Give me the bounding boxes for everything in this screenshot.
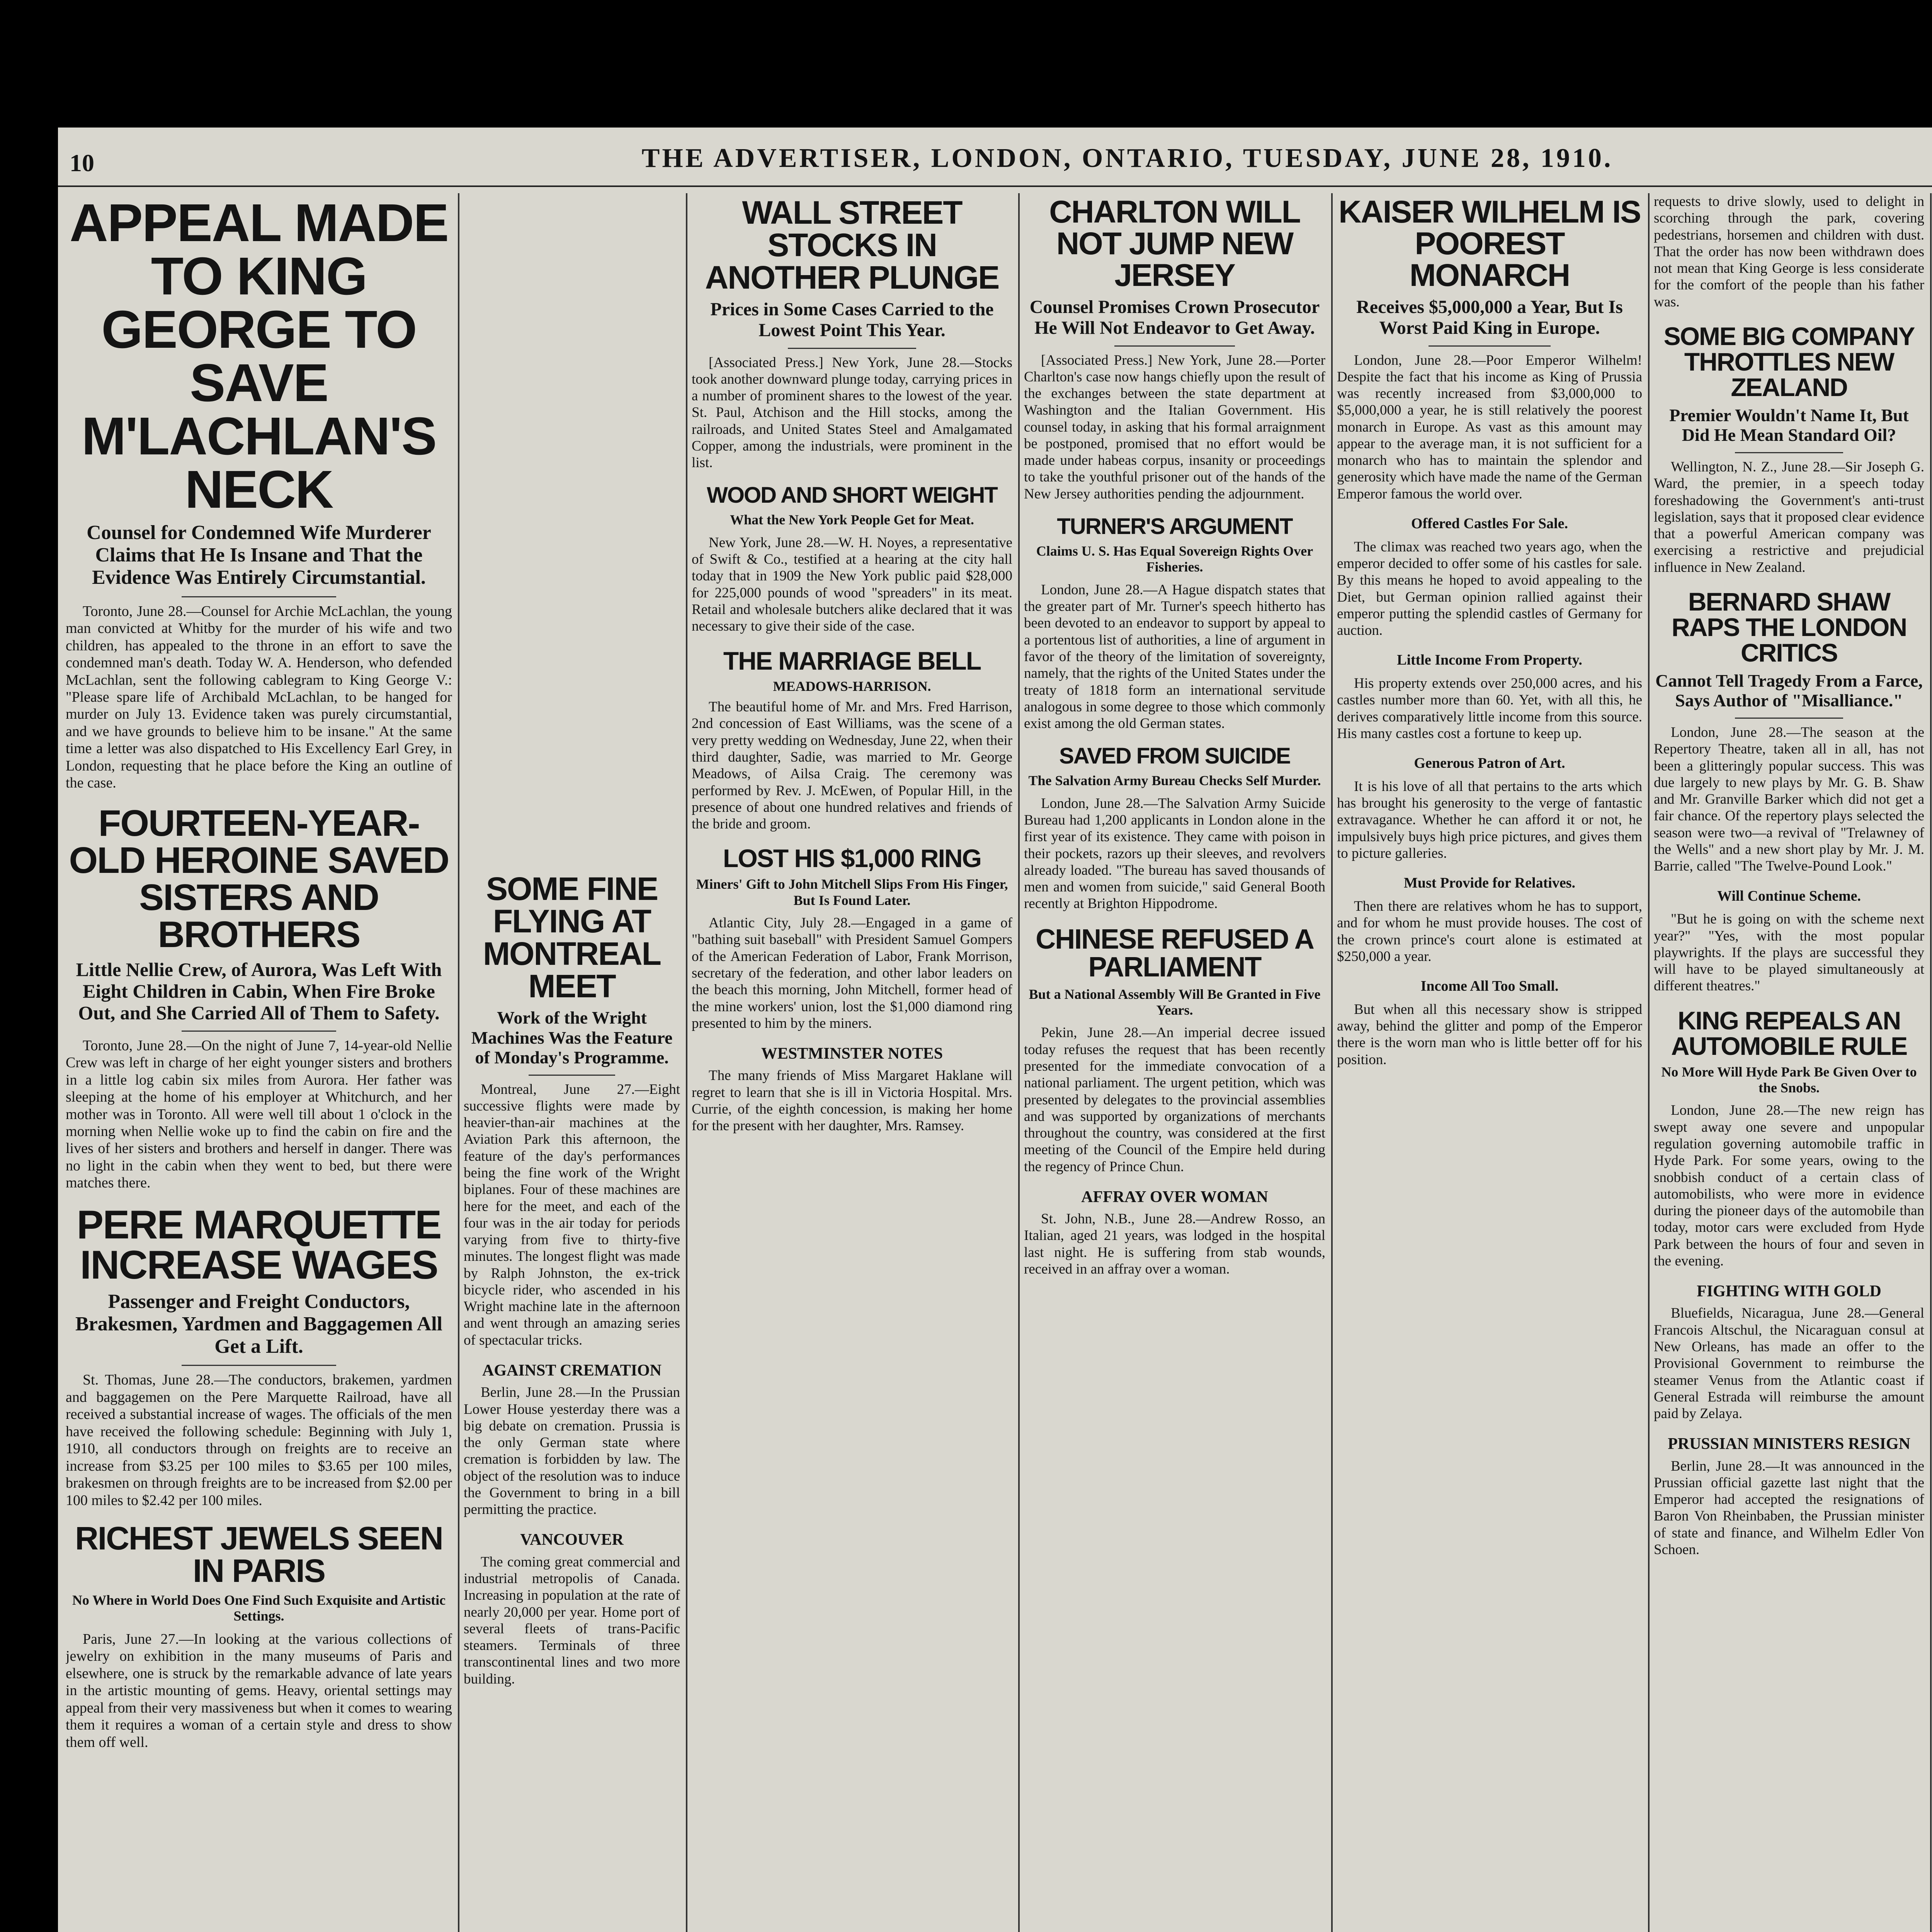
subhead: Income All Too Small. [1420,978,1559,995]
column-5 [1337,193,1642,1932]
subhead: Must Provide for Relatives. [1404,875,1575,891]
column-6 [1654,193,1924,1932]
story-body: St. Thomas, June 28.—The conductors, brakemen, yardmen and baggagemen on the Pere Marquette Railroad, have all received a substantial increase of wages. The officials of the men have received the following schedule: Beginning with July 1, 1910, all conductors through on freights are to receive an increase from $3.25 per 100 miles to $3.65 per 100 miles, brakesmen on through freights are to be increased from $2.00 per 100 miles to $2.42 per 100 miles. [66,1372,452,1509]
story-body: Toronto, June 28.—On the night of June 7, 14-year-old Nellie Crew was left in charge of her eight younger sisters and brothers in a little log cabin six miles from Aurora. Her father was sleeping at the home of his employer at Whitchurch, and her mother was in Toronto. All were well till about 1 o'clock in the morning when Nellie woke up to find the cabin on fire and the lives of her sisters and brothers and herself in danger. There was no light in the cabin when they went to bed, but there were matches there. [66,1037,452,1191]
divider [1735,452,1843,453]
story-body: His property extends over 250,000 acres, and his castles number more than 60. Yet, with all this, he derives comparatively little income from this source. His many castles cost a fortune to keep up. [1337,675,1642,742]
story-body: Berlin, June 28.—It was announced in the Prussian official gazette last night that the Emperor had accepted the resignations of Baron Von Rheinbaben, the Prussian minister of state and finance, and Wilhelm Edler Von Schoen. [1654,1458,1924,1558]
story-new-zealand [1654,323,1924,576]
deck: But a National Assembly Will Be Granted in Five Years. [1029,986,1321,1018]
divider [788,348,916,349]
column-rule [686,193,687,1932]
column-rule [1331,193,1333,1932]
deck: Passenger and Freight Conductors, Brakesmen, Yardmen and Baggagemen All Get a Lift. [75,1290,442,1358]
headline: WESTMINSTER NOTES [761,1045,943,1063]
column-4 [1024,193,1325,1932]
story-marriage [692,648,1012,833]
headline: APPEAL MADE TO KING GEORGE TO SAVE M'LACHLAN'S NECK [70,193,448,519]
story-continued [1654,193,1924,310]
page-number: 10 [70,149,94,177]
story-body: London, June 28.—The Salvation Army Suicide Bureau had 1,200 applicants in London alone in the first year of its existence. They came with poison in their pockets, razors up their sleeves, and revolvers already loaded. "The bureau has saved thousands of men and women from suicide," said General Booth recently at Brighton Hippodrome. [1024,795,1325,912]
story-body: New York, June 28.—W. H. Noyes, a representative of Swift & Co., testified at a hearing at the city hall today that in 1909 the New York public paid $28,000 for 225,000 pounds of wood "spreaders" in its meat. Retail and wholesale butchers alike declared that it was necessary to give their side of the case. [692,534,1012,634]
divider [182,1365,336,1366]
section-small-income [1337,978,1642,1068]
headline: CHINESE REFUSED A PARLIAMENT [1036,923,1314,983]
story-ring [692,845,1012,1032]
story-mclachlan [66,193,452,792]
deck: Miners' Gift to John Mitchell Slips From His Finger, But Is Found Later. [696,876,1008,908]
story-body: The many friends of Miss Margaret Haklane will regret to learn that she is ill in Victoria Hospital. Mrs. Currie, of the eighth concession, is making her home for the present with her daughter, Mrs. Ramsey. [692,1068,1012,1134]
headline: PRUSSIAN MINISTERS RESIGN [1668,1435,1910,1453]
deck: Prices in Some Cases Carried to the Lowest Point This Year. [710,299,994,340]
story-body: Montreal, June 27.—Eight successive flights were made by heavier-than-air machines at the Aviation Park this afternoon, the feature of the day's performances being the fine work of the Wright biplanes. Four of these machines are here for the meet, and each of the four was in the air today for periods varying from five to thirty-five minutes. The longest flight was made by Ralph Johnston, the ex-trick bicycle rider, who ascended in his Wright machine late in the afternoon and went through an amazing series of spectacular tricks. [464,1081,680,1348]
headline: SOME FINE FLYING AT MONTREAL MEET [483,871,661,1004]
deck: Work of the Wright Machines Was the Feature of Monday's Programme. [471,1008,673,1068]
column-3 [692,193,1012,1932]
story-body: London, June 28.—The new reign has swept away one severe and unpopular regulation governing automobile traffic in Hyde Park. For some years, owing to the snobbish conduct of a certain class of automobilists, who were more in evidence during the pioneer days of the automobile than today, motor cars were excluded from Hyde Park between the hours of four and seven in the evening. [1654,1102,1924,1269]
story-body: London, June 28.—The season at the Repertory Theatre, taken all in all, has not been a glitteringly popular success. This was due largely to new plays by Mr. G. B. Shaw and Mr. Granville Barker which did not get a fair chance. Of the repertory plays selected the season were two—a revival of "Trelawney of the Wells" and a new short play by Mr. J. M. Barrie, called "The Twelve-Pound Look." [1654,724,1924,874]
headline: AGAINST CREMATION [482,1362,662,1380]
deck: What the New York People Get for Meat. [730,512,974,528]
deck: No More Will Hyde Park Be Given Over to the Snobs. [1661,1064,1917,1096]
section-scheme [1654,888,1924,995]
story-body: Berlin, June 28.—In the Prussian Lower House yesterday there was a big debate on cremation. Prussia is the only German state where cremation is forbidden by law. The object of the resolution was to induce the Government to bring in a bill permitting the practice. [464,1384,680,1518]
column-rule [458,193,459,1932]
deck: Little Nellie Crew, of Aurora, Was Left With Eight Children in Cabin, When Fire Broke Out, and She Carried All of Them to Safety. [76,958,442,1024]
story-body: Toronto, June 28.—Counsel for Archie McLachlan, the young man convicted at Whitby for the murder of his wife and two children, has appealed to the throne in an effort to save the condemned man's death. Today W. A. Henderson, who defended McLachlan, sent the following cablegram to King George V.: "Please spare life of Archibald McLachlan, to be hanged for murder on July 13. Evidence taken was purely circumstantial, and we have grounds to believe him to be insane." At the same time a letter was also dispatched to His Excellency Earl Grey, in London, requesting that he place before the King an outline of the case. [66,603,452,791]
story-body: The coming great commercial and industrial metropolis of Canada. Increasing in population at the rate of nearly 20,000 per year. Home port of several fleets of trans-Pacific steamers. Terminals of three transcontinental lines and two more building. [464,1554,680,1687]
deck: Claims U. S. Has Equal Sovereign Rights Over Fisheries. [1036,543,1313,575]
section-income [1337,652,1642,742]
headline: LOST HIS $1,000 RING [723,844,981,873]
headline: CHARLTON WILL NOT JUMP NEW JERSEY [1049,194,1300,293]
story-gold [1654,1282,1924,1422]
story-body: London, June 28.—Poor Emperor Wilhelm! Despite the fact that his income as King of Prussia was recently increased from $3,000,000 to $5,000,000 a year, he is still relatively the poorest monarch in Europe. As vast as this amount may appear to the average man, it is not sufficient for a monarch who has to maintain the splendor and generosity which have made the name of the German Emperor famous the world over. [1337,352,1642,502]
deck: Counsel for Condemned Wife Murderer Claims that He Is Insane and That the Evidence Was Entirely Circumstantial. [87,522,431,589]
column-1 [66,193,452,1932]
story-body: "But he is going on with the scheme next year?" "Yes, with the most popular playwrights. If the plays are successful they will have to be played simultaneously at different theatres." [1654,911,1924,994]
story-body: But when all this necessary show is stripped away, behind the glitter and pomp of the Emperor there is the worn man who is little better off for his position. [1337,1001,1642,1068]
headline: WOOD AND SHORT WEIGHT [707,483,997,508]
headline: TURNER'S ARGUMENT [1057,514,1293,539]
headline: KING REPEALS AN AUTOMOBILE RULE [1671,1006,1907,1060]
section-art [1337,755,1642,862]
story-heroine [66,802,452,1192]
story-wood [692,484,1012,634]
section-castles [1337,515,1642,639]
story-pere-marquette [66,1202,452,1509]
story-ministers [1654,1435,1924,1558]
story-body: Wellington, N. Z., June 28.—Sir Joseph G. Ward, the premier, in a speech today foreshadowing the Government's anti-trust legislation, says that it proposed clear evidence that a powerful American company was exercising a restrictive and prejudicial influence in New Zealand. [1654,459,1924,575]
subhead: MEADOWS-HARRISON. [773,678,931,694]
story-shaw [1654,589,1924,875]
story-body: [Associated Press.] New York, June 28.—Stocks took another downward plunge today, carrying prices in a number of prominent shares to the lowest of the year. St. Paul, Atchison and the Hill stocks, among the railroads, and United States Steel and Amalgamated Copper, among the industrials, were prominent in the list. [692,354,1012,471]
story-affray [1024,1188,1325,1277]
newspaper-page [58,128,1932,1932]
column-2 [464,869,680,1932]
column-rule [1930,193,1932,1932]
story-kaiser [1337,196,1642,502]
column-rule [1018,193,1020,1932]
headline: FOURTEEN-YEAR-OLD HEROINE SAVED SISTERS AND BROTHERS [69,802,449,955]
story-body: St. John, N.B., June 28.—Andrew Rosso, an Italian, aged 21 years, was lodged in the hospital last night. He is suffering from stab wounds, received in an affray over a woman. [1024,1211,1325,1277]
headline: BERNARD SHAW RAPS THE LONDON CRITICS [1671,587,1907,667]
headline: KAISER WILHELM IS POOREST MONARCH [1338,194,1641,293]
deck: Counsel Promises Crown Prosecutor He Will Not Endeavor to Get Away. [1029,297,1320,338]
deck: The Salvation Army Bureau Checks Self Murder. [1028,773,1321,789]
divider [182,1031,336,1032]
story-body: requests to drive slowly, used to delight in scorching through the park, covering pedestrians, horsemen and children with dust. That the order has now been withdrawn does not mean that King George is less considerate for the comfort of the people than his father was. [1654,194,1924,310]
headline: WALL STREET STOCKS IN ANOTHER PLUNGE [705,194,999,296]
subhead: Offered Castles For Sale. [1411,515,1568,532]
story-vancouver [464,1531,680,1687]
story-body: London, June 28.—A Hague dispatch states that the greater part of Mr. Turner's speech hitherto has been devoted to an endeavor to support by appeal to a portentous list of authorities, a line of argument in favor of the theory of the limitation of sovereignty, namely, that the rights of the United States under the treaty of 1818 form an international servitude analogous in some degree to those which commonly exist among the old German states. [1024,582,1325,732]
column-rule [1648,193,1650,1932]
headline: THE MARRIAGE BELL [723,646,981,675]
headline: SAVED FROM SUICIDE [1059,743,1290,769]
deck: Premier Wouldn't Name It, But Did He Mean Standard Oil? [1669,405,1909,445]
divider [182,596,336,597]
headline: RICHEST JEWELS SEEN IN PARIS [75,1520,443,1589]
section-relatives [1337,875,1642,965]
headline: VANCOUVER [520,1531,624,1549]
story-body: Bluefields, Nicaragua, June 28.—General Francois Altschul, the Nicaraguan consul at New Orleans, has made an offer to the Provisional Government to reimburse the steamer Venus from the Atlantic coast if General Estrada will reimburse the amount paid by Zelaya. [1654,1305,1924,1422]
story-body: The climax was reached two years ago, when the emperor decided to offer some of his castles for sale. By this means he hoped to avoid appealing to the Diet, but German opinion rallied against their emperor putting the splendid castles of Germany for auction. [1337,539,1642,639]
story-body: The beautiful home of Mr. and Mrs. Fred Harrison, 2nd concession of East Williams, was the scene of a very pretty wedding on Wednesday, June 22, when their third daughter, Sadie, was married to Mr. George Meadows, of Ailsa Craig. The ceremony was performed by Rev. J. McEwen, of Popular Hill, in the presence of about one hundred relatives and friends of the bride and groom. [692,699,1012,832]
story-body: Pekin, June 28.—An imperial decree issued today refuses the request that has been recently presented for the immediate convocation of a national parliament. The urgent petition, which was presented by delegates to the provincial assemblies and was supported by organizations of merchants throughout the country, was considered at the first meeting of the Council of the Empire held during the regency of Prince Chun. [1024,1025,1325,1175]
divider [1114,345,1235,347]
story-flying [464,872,680,1349]
story-charlton [1024,196,1325,502]
masthead [58,128,1932,187]
subhead: Little Income From Property. [1397,652,1582,668]
headline: SOME BIG COMPANY THROTTLES NEW ZEALAND [1663,321,1915,401]
deck: No Where in World Does One Find Such Exquisite and Artistic Settings. [72,1592,446,1624]
headline: AFFRAY OVER WOMAN [1081,1188,1268,1206]
story-cremation [464,1362,680,1518]
headline: FIGHTING WITH GOLD [1697,1282,1881,1301]
story-automobile [1654,1008,1924,1270]
story-turner [1024,515,1325,732]
subhead: Generous Patron of Art. [1414,755,1565,772]
story-suicide [1024,745,1325,912]
story-body: Then there are relatives whom he has to support, and for whom he must provide houses. The cost of the crown prince's court alone is estimated at $250,000 a year. [1337,898,1642,964]
story-body: Paris, June 27.—In looking at the various collections of jewelry on exhibition in the many museums of Paris and elsewhere, one is struck by the remarkable advance of late years in the artistic mounting of gems. Heavy, oriental settings may appeal from their very massiveness but when it comes to wearing them it requires a woman of a certain style and dress to show them off well. [66,1631,452,1750]
masthead-title: THE ADVERTISER, LONDON, ONTARIO, TUESDAY, JUNE 28, 1910. [641,143,1613,173]
story-body: It is his love of all that pertains to the arts which has brought his generosity to the verge of fantastic extravagance. Whether he can afford it or not, he impulsively buys high price pictures, and gives them to picture galleries. [1337,778,1642,862]
subhead: Will Continue Scheme. [1717,888,1861,904]
deck: Cannot Tell Tragedy From a Farce, Says Author of "Misalliance." [1655,670,1923,711]
divider [529,1075,615,1076]
story-westminster [692,1045,1012,1134]
story-body: Atlantic City, July 28.—Engaged in a game of "bathing suit baseball" with President Samuel Gompers of the American Federation of Labor, Frank Morrison, secretary of the federation, and other labor leaders on the beach this morning, John Mitchell, former head of the mine workers' union, lost the $1,000 diamond ring presented to him by the miners. [692,915,1012,1031]
story-body: [Associated Press.] New York, June 28.—Porter Charlton's case now hangs chiefly upon the result of the exchanges between the state department at Washington and the Italian Government. His counsel today, in asking that his formal arraignment be postponed, promised that no effort would be made under habeas corpus, insanity or proceedings to take the youthful prisoner out of the hands of the New Jersey authorities pending the adjournment. [1024,352,1325,502]
deck: Receives $5,000,000 a Year, But Is Worst Paid King in Europe. [1356,297,1623,338]
headline: PERE MARQUETTE INCREASE WAGES [77,1202,441,1287]
divider [1735,718,1843,719]
story-wall-street [692,196,1012,471]
divider [1429,345,1551,347]
story-chinese [1024,925,1325,1175]
story-jewels [66,1522,452,1751]
